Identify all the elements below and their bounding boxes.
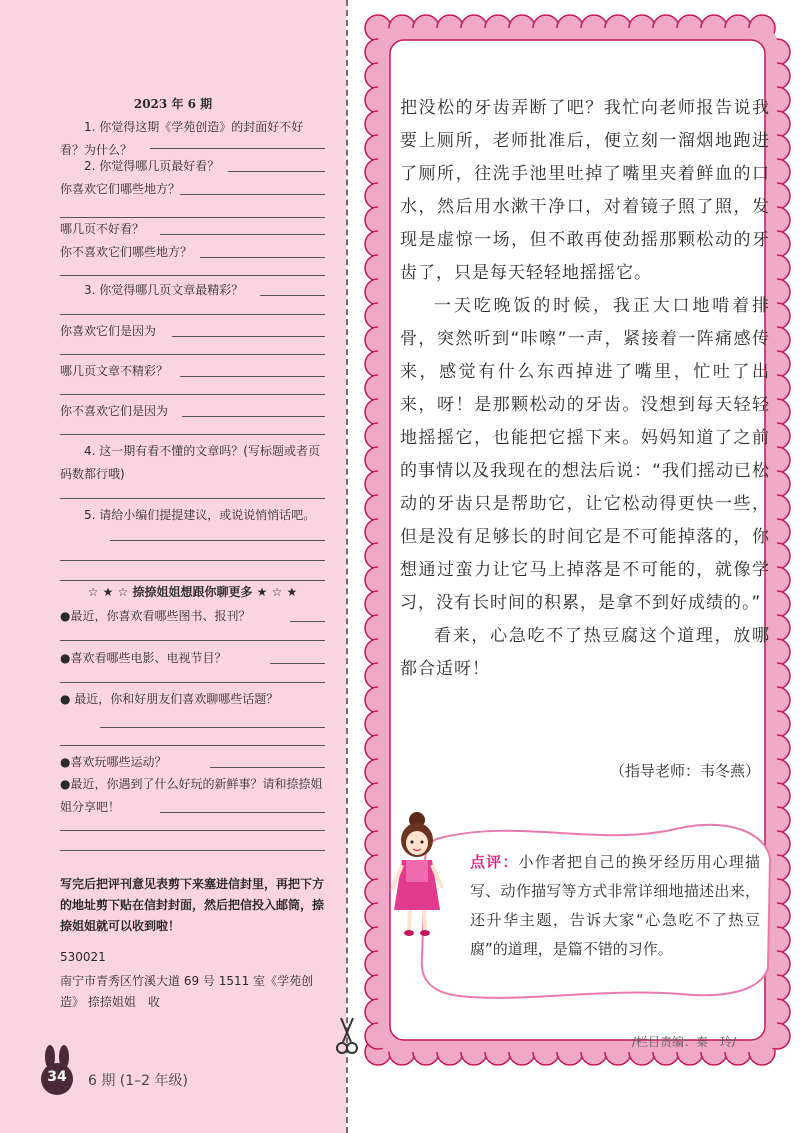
answer-line[interactable] <box>270 663 325 664</box>
answer-line[interactable] <box>100 727 325 728</box>
survey-question-3-sub: 你喜欢它们是因为 <box>60 324 157 338</box>
scissors-icon <box>336 1016 358 1056</box>
chat-question-topics: ● 最近，你和好朋友们喜欢聊哪些话题？ <box>60 692 279 706</box>
survey-question-1: 1. 你觉得这期《学苑创造》的封面好不好看？为什么？ <box>60 120 304 157</box>
answer-line[interactable] <box>160 234 325 235</box>
answer-line[interactable] <box>60 830 325 831</box>
answer-line[interactable] <box>180 376 325 377</box>
answer-line[interactable] <box>260 295 325 296</box>
mail-instructions: 写完后把评刊意见表剪下来塞进信封里，再把下方的地址剪下贴在信封封面，然后把信投入邮筒，捺捺姐姐就可以收到啦！ <box>60 877 325 933</box>
issue-grade-label: 6 期 (1–2 年级) <box>88 1073 188 1089</box>
answer-line[interactable] <box>160 812 325 813</box>
survey-question-3: 3. 你觉得哪几页文章最精彩？ <box>84 283 244 297</box>
answer-line[interactable] <box>60 745 325 746</box>
article-paragraph-3: 看来，心急吃不了热豆腐这个道理，放哪都合适呀！ <box>400 626 770 679</box>
survey-question-2: 2. 你觉得哪几页最好看？ <box>84 159 220 173</box>
chat-question-news: ●最近，你遇到了什么好玩的新鲜事？请和捺捺姐姐分享吧！ <box>60 777 323 814</box>
mail-address: 南宁市青秀区竹溪大道 69 号 1511 室《学苑创造》 捺捺姐姐 收 <box>60 974 314 1009</box>
comment-body: 小作者把自己的换牙经历用心理描写、动作描写等方式非常详细地描述出来，还升华主题，告诉大家“心急吃不了热豆腐”的道理，是篇不错的习作。 <box>470 853 760 958</box>
survey-question-3-dislike-sub: 你不喜欢它们是因为 <box>60 404 169 418</box>
cut-line <box>346 0 348 1133</box>
answer-line[interactable] <box>60 682 325 683</box>
survey-question-4: 4. 这一期有看不懂的文章吗？(写标题或者页码数都行哦) <box>60 444 320 481</box>
survey-issue-title: 2023 年 6 期 <box>133 97 213 111</box>
answer-line[interactable] <box>210 767 325 768</box>
answer-line[interactable] <box>60 314 325 315</box>
answer-line[interactable] <box>180 194 325 195</box>
teacher-credit: （指导老师：韦冬燕） <box>609 762 760 780</box>
survey-question-2-sub: 你喜欢它们哪些地方？ <box>60 182 181 196</box>
answer-line[interactable] <box>60 580 325 581</box>
survey-question-3-dislike: 哪几页文章不精彩？ <box>60 364 169 378</box>
chat-more-title: ☆ ★ ☆ 捺捺姐姐想跟你聊更多 ★ ☆ ★ <box>87 585 298 599</box>
article-body <box>400 92 770 686</box>
answer-line[interactable] <box>60 640 325 641</box>
answer-line[interactable] <box>110 540 325 541</box>
answer-line[interactable] <box>200 257 325 258</box>
page-number: 34 <box>47 1069 67 1085</box>
answer-line[interactable] <box>150 148 325 149</box>
girl-illustration-icon <box>382 810 452 940</box>
postcode: 530021 <box>60 950 106 964</box>
answer-line[interactable] <box>228 171 325 172</box>
editor-credit: /栏目责编：秦 玲/ <box>631 1035 736 1049</box>
answer-line[interactable] <box>290 621 325 622</box>
answer-line[interactable] <box>60 498 325 499</box>
survey-question-2-dislike: 哪几页不好看？ <box>60 222 145 236</box>
article-paragraph-1: 把没松的牙齿弄断了吧？我忙向老师报告说我要上厕所，老师批准后，便立刻一溜烟地跑进了厕所，往洗手池里吐掉了嘴里夹着鲜血的口水，然后用水漱干净口，对着镜子照了照，发现是虚惊一场，但不敢再使劲摇那颗松动的牙齿了，只是每天轻轻地摇摇它。 <box>400 98 770 283</box>
answer-line[interactable] <box>60 275 325 276</box>
chat-question-sports: ●喜欢玩哪些运动？ <box>60 755 167 769</box>
answer-line[interactable] <box>172 336 325 337</box>
answer-line[interactable] <box>60 434 325 435</box>
comment-label: 点评： <box>470 853 519 871</box>
comment-text <box>470 848 760 964</box>
chat-question-movies: ●喜欢看哪些电影、电视节目？ <box>60 651 227 665</box>
article-paragraph-2: 一天吃晚饭的时候，我正大口地啃着排骨，突然听到“咔嚓”一声，紧接着一阵痛感传来，感觉有什么东西掉进了嘴里，忙吐了出来，呀！是那颗松动的牙齿。没想到每天轻轻地摇摇它，也能把它摇下来。妈妈知道了之前的事情以及我现在的想法后说：“我们摇动已松动的牙齿只是帮助它，让它松动得更快一些，但是没有足够长的时间它是不可能掉落的，你想通过蛮力让它马上掉落是不可能的，就像学习，没有长时间的积累，是拿不到好成绩的。” <box>400 296 770 613</box>
answer-line[interactable] <box>60 394 325 395</box>
survey-question-5: 5. 请给小编们提提建议，或说说悄悄话吧。 <box>84 508 316 522</box>
answer-line[interactable] <box>60 850 325 851</box>
answer-line[interactable] <box>60 560 325 561</box>
answer-line[interactable] <box>182 416 325 417</box>
answer-line[interactable] <box>60 354 325 355</box>
survey-question-2-dislike-sub: 你不喜欢它们哪些地方？ <box>60 245 193 259</box>
chat-question-reading: ●最近，你喜欢看哪些图书、报刊？ <box>60 609 251 623</box>
